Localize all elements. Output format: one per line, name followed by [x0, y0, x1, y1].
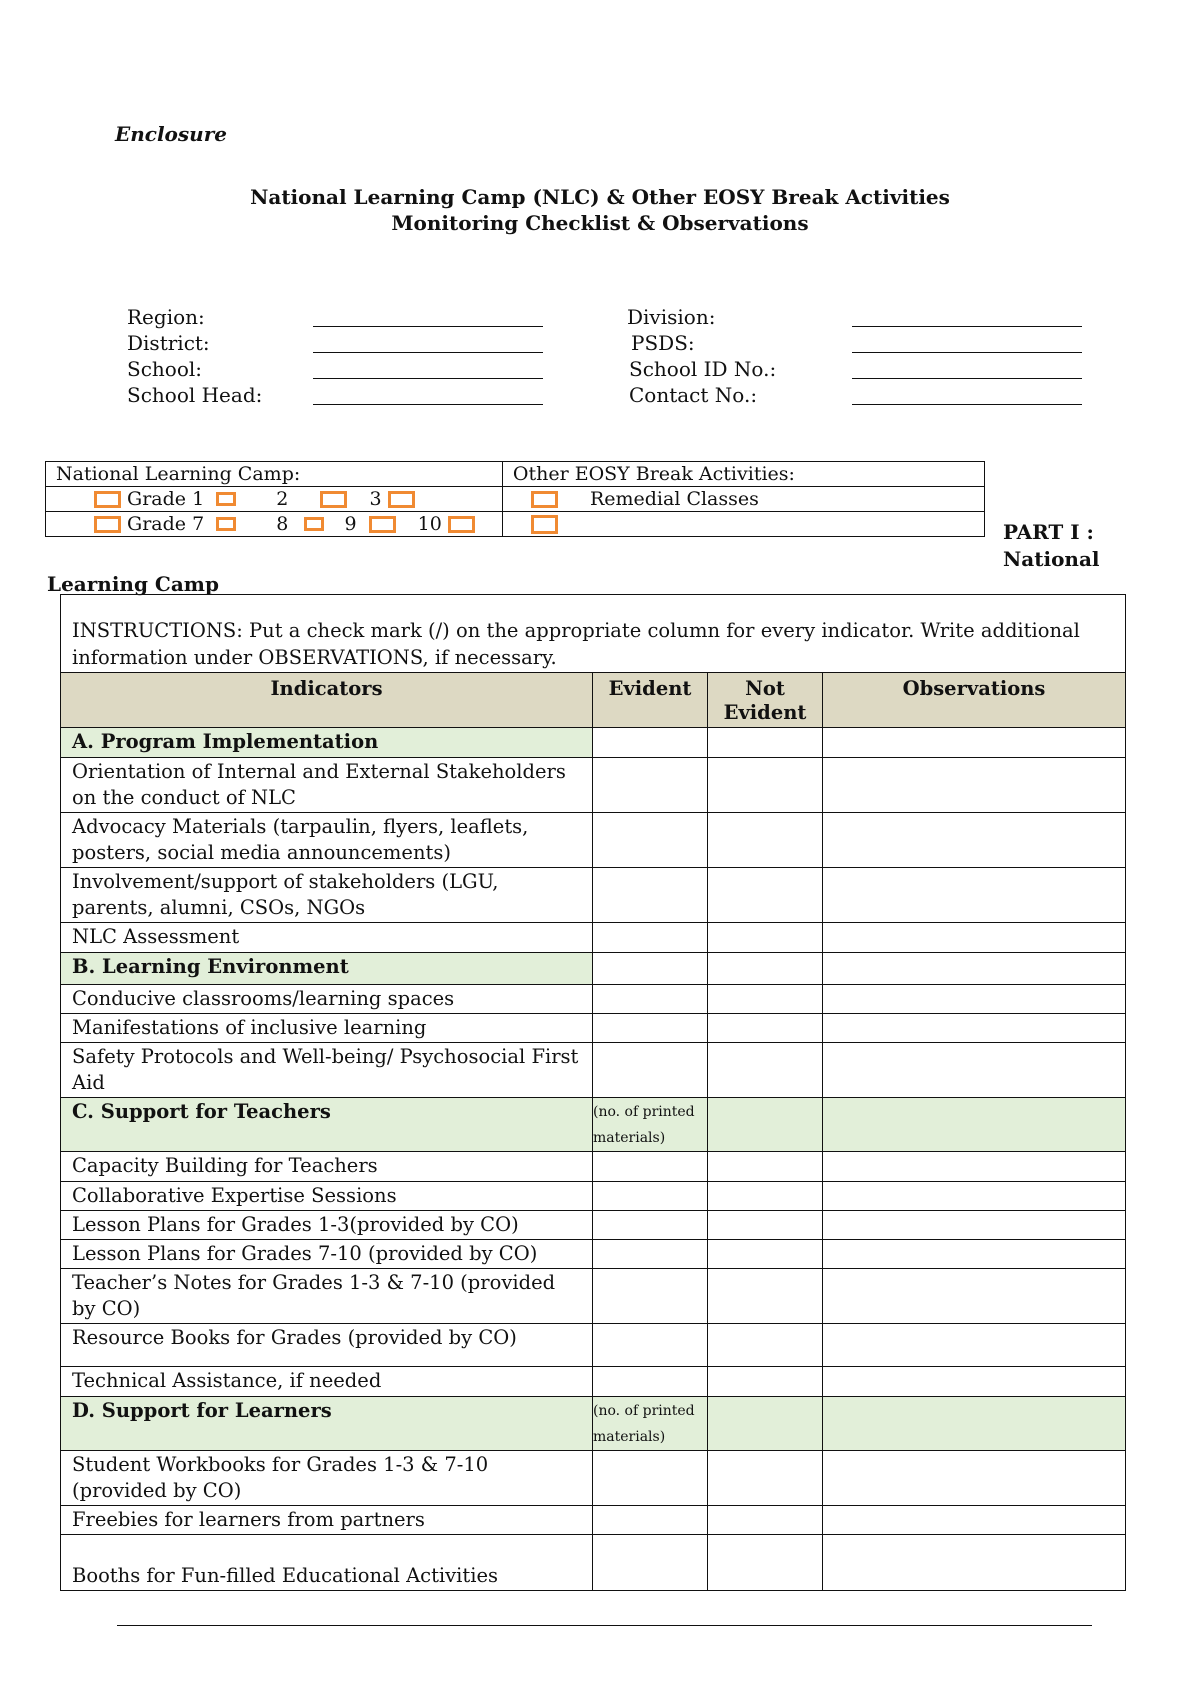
not-evident-cell[interactable]	[708, 1451, 823, 1506]
grade-9-label: 9	[344, 513, 357, 535]
indicator-label: Collaborative Expertise Sessions	[61, 1182, 593, 1211]
grade-3-label: 3	[369, 488, 382, 510]
evident-cell[interactable]	[593, 1324, 708, 1367]
printed-materials-note: (no. of printed materials)	[593, 1098, 708, 1152]
evident-cell[interactable]	[593, 1506, 708, 1535]
part-learning-camp: Learning Camp	[47, 572, 219, 596]
indicator-label: Manifestations of inclusive learning	[61, 1014, 593, 1043]
not-evident-cell[interactable]	[708, 813, 823, 868]
observations-cell[interactable]	[823, 1152, 1126, 1182]
section-a-title: A. Program Implementation	[61, 728, 593, 758]
other-activity-checkbox[interactable]	[531, 515, 558, 534]
observations-cell[interactable]	[823, 1182, 1126, 1211]
school-label: School:	[127, 357, 202, 381]
remedial-label: Remedial Classes	[589, 488, 759, 510]
grades-row-2	[46, 512, 503, 537]
observations-cell[interactable]	[823, 1397, 1126, 1451]
nlc-header: National Learning Camp:	[46, 462, 503, 487]
evident-cell[interactable]	[593, 1269, 708, 1324]
grade-8-checkbox[interactable]	[216, 517, 236, 531]
not-evident-cell[interactable]	[708, 1014, 823, 1043]
observations-cell[interactable]	[823, 953, 1126, 985]
evident-cell[interactable]	[593, 1211, 708, 1240]
district-label: District:	[127, 331, 210, 355]
school-id-label: School ID No.:	[629, 357, 777, 381]
table-row	[61, 1182, 1126, 1211]
indicator-label: NLC Assessment	[61, 923, 593, 953]
indicator-label: Safety Protocols and Well-being/ Psychosocial First Aid	[61, 1043, 593, 1098]
not-evident-cell[interactable]	[708, 728, 823, 758]
part-number: PART I :	[1003, 520, 1094, 544]
observations-cell[interactable]	[823, 1014, 1126, 1043]
not-evident-cell[interactable]	[708, 1182, 823, 1211]
grade-9-checkbox[interactable]	[369, 516, 396, 533]
table-row	[61, 1043, 1126, 1098]
school-head-field[interactable]	[313, 404, 543, 405]
monitoring-checklist-table	[60, 594, 1126, 1591]
other-eosy-header: Other EOSY Break Activities:	[502, 462, 984, 487]
psds-label: PSDS:	[631, 331, 695, 355]
remedial-row	[502, 487, 984, 512]
indicator-label: Capacity Building for Teachers	[61, 1152, 593, 1182]
table-row	[61, 1269, 1126, 1324]
indicator-label: Involvement/support of stakeholders (LGU, parents, alumni, CSOs, NGOs	[61, 868, 593, 923]
document-title: National Learning Camp (NLC) & Other EOSY Break Activities	[250, 185, 950, 209]
table-row	[61, 985, 1126, 1014]
table-row	[61, 1535, 1126, 1591]
grade-1-label: Grade 1	[127, 488, 205, 510]
evident-cell[interactable]	[593, 1535, 708, 1591]
contact-no-field[interactable]	[852, 404, 1082, 405]
evident-cell[interactable]	[593, 868, 708, 923]
table-row	[61, 1014, 1126, 1043]
school-field[interactable]	[313, 378, 543, 379]
not-evident-cell[interactable]	[708, 1211, 823, 1240]
evident-cell[interactable]	[593, 728, 708, 758]
grade-7-checkbox[interactable]	[94, 516, 121, 533]
section-d-title: D. Support for Learners	[61, 1397, 593, 1451]
grade-1-checkbox[interactable]	[94, 491, 121, 508]
observations-cell[interactable]	[823, 985, 1126, 1014]
grade-10-checkbox[interactable]	[448, 516, 475, 533]
section-b-title: B. Learning Environment	[61, 953, 593, 985]
indicator-label: Technical Assistance, if needed	[61, 1367, 593, 1397]
not-evident-cell[interactable]	[708, 1367, 823, 1397]
not-evident-cell[interactable]	[708, 1506, 823, 1535]
evident-cell[interactable]	[593, 1182, 708, 1211]
col-not-evident: Not Evident	[708, 673, 823, 728]
instructions: INSTRUCTIONS: Put a check mark (/) on the appropriate column for every indicator. Write additional information under OBSERVATIONS, if necessary.	[61, 595, 1126, 673]
remedial-checkbox[interactable]	[531, 491, 558, 508]
not-evident-cell[interactable]	[708, 1324, 823, 1367]
school-id-field[interactable]	[852, 378, 1082, 379]
district-field[interactable]	[313, 352, 543, 353]
evident-cell[interactable]	[593, 1367, 708, 1397]
grade-2-label: 2	[276, 488, 289, 510]
evident-cell[interactable]	[593, 1240, 708, 1269]
col-observations: Observations	[823, 673, 1126, 728]
evident-cell[interactable]	[593, 1451, 708, 1506]
observations-cell[interactable]	[823, 923, 1126, 953]
not-evident-cell[interactable]	[708, 868, 823, 923]
evident-cell[interactable]	[593, 758, 708, 813]
indicator-label: Conducive classrooms/learning spaces	[61, 985, 593, 1014]
grade-8-label: 8	[276, 513, 289, 535]
footer-divider	[117, 1625, 1092, 1626]
evident-cell[interactable]	[593, 1152, 708, 1182]
observations-cell[interactable]	[823, 1535, 1126, 1591]
school-head-label: School Head:	[127, 383, 263, 407]
grades-row-1	[46, 487, 503, 512]
region-label: Region:	[127, 305, 205, 329]
indicator-label: Teacher’s Notes for Grades 1-3 & 7-10 (provided by CO)	[61, 1269, 593, 1324]
grade-7-label: Grade 7	[127, 513, 205, 535]
not-evident-cell[interactable]	[708, 1397, 823, 1451]
not-evident-cell[interactable]	[708, 953, 823, 985]
indicator-label: Resource Books for Grades (provided by CO)	[61, 1324, 593, 1367]
observations-cell[interactable]	[823, 813, 1126, 868]
evident-cell[interactable]	[593, 985, 708, 1014]
evident-cell[interactable]	[593, 953, 708, 985]
observations-cell[interactable]	[823, 1324, 1126, 1367]
indicator-label: Student Workbooks for Grades 1-3 & 7-10 (provided by CO)	[61, 1451, 593, 1506]
contact-no-label: Contact No.:	[629, 383, 758, 407]
col-indicators: Indicators	[61, 673, 593, 728]
grade-3-checkbox[interactable]	[320, 491, 347, 508]
grade-8-extra-checkbox[interactable]	[304, 517, 324, 531]
psds-field[interactable]	[852, 352, 1082, 353]
not-evident-cell[interactable]	[708, 758, 823, 813]
table-row	[61, 1506, 1126, 1535]
observations-cell[interactable]	[823, 868, 1126, 923]
not-evident-cell[interactable]	[708, 985, 823, 1014]
printed-materials-note: (no. of printed materials)	[593, 1397, 708, 1451]
observations-cell[interactable]	[823, 1367, 1126, 1397]
evident-cell[interactable]	[593, 923, 708, 953]
program-selection-box	[45, 461, 985, 537]
observations-cell[interactable]	[823, 1043, 1126, 1098]
evident-cell[interactable]	[593, 1014, 708, 1043]
not-evident-cell[interactable]	[708, 1043, 823, 1098]
other-activity-row	[502, 512, 984, 537]
not-evident-cell[interactable]	[708, 1098, 823, 1152]
observations-cell[interactable]	[823, 758, 1126, 813]
grade-3-extra-checkbox[interactable]	[388, 491, 415, 508]
table-row	[61, 1240, 1126, 1269]
table-row	[61, 1324, 1126, 1367]
indicator-label: Booths for Fun-filled Educational Activities	[61, 1535, 593, 1591]
observations-cell[interactable]	[823, 1098, 1126, 1152]
not-evident-cell[interactable]	[708, 1152, 823, 1182]
table-row	[61, 1451, 1126, 1506]
indicator-label: Lesson Plans for Grades 7-10 (provided by CO)	[61, 1240, 593, 1269]
indicator-label: Lesson Plans for Grades 1-3(provided by CO)	[61, 1211, 593, 1240]
section-c-title: C. Support for Teachers	[61, 1098, 593, 1152]
indicator-label: Freebies for learners from partners	[61, 1506, 593, 1535]
enclosure-label: Enclosure	[115, 122, 227, 146]
observations-cell[interactable]	[823, 1211, 1126, 1240]
document-subtitle: Monitoring Checklist & Observations	[391, 211, 809, 235]
table-row	[61, 813, 1126, 868]
not-evident-cell[interactable]	[708, 1535, 823, 1591]
observations-cell[interactable]	[823, 1506, 1126, 1535]
table-row	[61, 1211, 1126, 1240]
col-evident: Evident	[593, 673, 708, 728]
observations-cell[interactable]	[823, 728, 1126, 758]
evident-cell[interactable]	[593, 1043, 708, 1098]
table-row	[61, 923, 1126, 953]
table-row	[61, 1367, 1126, 1397]
part-heading	[1003, 519, 1100, 573]
division-field[interactable]	[852, 326, 1082, 327]
table-row	[61, 1152, 1126, 1182]
observations-cell[interactable]	[823, 1240, 1126, 1269]
table-row	[61, 868, 1126, 923]
observations-cell[interactable]	[823, 1269, 1126, 1324]
evident-cell[interactable]	[593, 813, 708, 868]
not-evident-cell[interactable]	[708, 1269, 823, 1324]
indicator-label: Orientation of Internal and External Stakeholders on the conduct of NLC	[61, 758, 593, 813]
not-evident-cell[interactable]	[708, 1240, 823, 1269]
grade-10-label: 10	[417, 513, 442, 535]
observations-cell[interactable]	[823, 1451, 1126, 1506]
division-label: Division:	[627, 305, 716, 329]
indicator-label: Advocacy Materials (tarpaulin, flyers, leaflets, posters, social media announcements)	[61, 813, 593, 868]
grade-2-checkbox[interactable]	[216, 492, 236, 506]
not-evident-cell[interactable]	[708, 923, 823, 953]
region-field[interactable]	[313, 326, 543, 327]
part-national: National	[1003, 547, 1100, 571]
table-row	[61, 758, 1126, 813]
